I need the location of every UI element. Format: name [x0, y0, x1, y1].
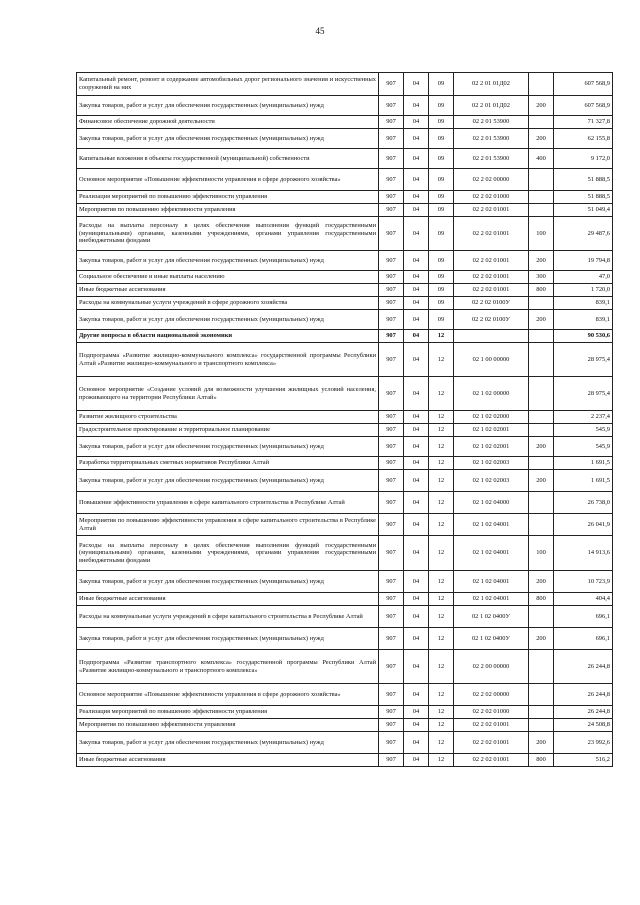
row-expense-type-cell [529, 684, 554, 706]
row-subsection-cell: 09 [429, 284, 454, 297]
row-target-code-cell: 02 2 01 53900 [454, 116, 529, 129]
table-row [77, 297, 613, 310]
row-target-code-cell: 02 1 02 04001 [454, 571, 529, 593]
row-expense-type-cell [529, 650, 554, 684]
row-target-code-cell: 02 2 02 01001 [454, 732, 529, 754]
row-amount-cell: 51 049,4 [554, 204, 613, 217]
row-subsection-cell: 12 [429, 424, 454, 437]
row-target-code-cell: 02 1 02 04000 [454, 492, 529, 514]
row-name-cell: Подпрограмма «Развитие жилищно-коммунального комплекса» государственной программы Республики Алтай «Развитие жилищно-коммунального и транспортного комплекса» [77, 343, 379, 377]
row-target-code-cell: 02 1 00 00000 [454, 343, 529, 377]
row-expense-type-cell: 200 [529, 129, 554, 149]
row-target-code-cell: 02 2 02 00000 [454, 169, 529, 191]
table-row [77, 191, 613, 204]
row-ved-cell: 907 [379, 719, 404, 732]
row-ved-cell: 907 [379, 149, 404, 169]
row-target-code-cell: 02 2 02 01000 [454, 706, 529, 719]
row-ved-cell: 907 [379, 593, 404, 606]
row-expense-type-cell: 300 [529, 271, 554, 284]
row-subsection-cell: 12 [429, 536, 454, 571]
budget-table-body [77, 73, 613, 767]
row-ved-cell: 907 [379, 732, 404, 754]
row-ved-cell: 907 [379, 514, 404, 536]
row-name-cell: Расходы на коммунальные услуги учреждений в сфере дорожного хозяйства [77, 297, 379, 310]
row-target-code-cell: 02 2 01 53900 [454, 129, 529, 149]
row-name-cell: Основное мероприятие «Создание условий для возможности улучшения жилищных условий населения, проживающего на территории Республики Алтай» [77, 377, 379, 411]
row-name-cell: Расходы на выплаты персоналу в целях обеспечения выполнения функций государственными (муниципальными) органами, казенными учреждениями, органами управления государственными внебюджетными фондами [77, 217, 379, 251]
table-row [77, 684, 613, 706]
row-subsection-cell: 12 [429, 330, 454, 343]
row-expense-type-cell [529, 457, 554, 470]
row-name-cell: Развитие жилищного строительства [77, 411, 379, 424]
row-subsection-cell: 12 [429, 514, 454, 536]
row-subsection-cell: 12 [429, 411, 454, 424]
row-target-code-cell: 02 1 02 02000 [454, 411, 529, 424]
row-target-code-cell: 02 2 02 01001 [454, 284, 529, 297]
row-target-code-cell: 02 1 02 02003 [454, 457, 529, 470]
row-ved-cell: 907 [379, 650, 404, 684]
row-subsection-cell: 09 [429, 73, 454, 96]
row-subsection-cell: 12 [429, 377, 454, 411]
row-expense-type-cell [529, 377, 554, 411]
row-expense-type-cell: 200 [529, 470, 554, 492]
row-amount-cell: 26 041,9 [554, 514, 613, 536]
row-target-code-cell: 02 1 02 00000 [454, 377, 529, 411]
row-expense-type-cell [529, 297, 554, 310]
row-subsection-cell: 09 [429, 310, 454, 330]
table-row [77, 377, 613, 411]
row-name-cell: Градостроительное проектирование и территориальное планирование [77, 424, 379, 437]
row-expense-type-cell: 200 [529, 310, 554, 330]
row-expense-type-cell [529, 330, 554, 343]
row-amount-cell: 696,1 [554, 606, 613, 628]
row-name-cell: Расходы на выплаты персоналу в целях обеспечения выполнения функций государственными (муниципальными) органами, казенными учреждениями, органами управления государственными внебюджетными фондами [77, 536, 379, 571]
row-ved-cell: 907 [379, 191, 404, 204]
table-row [77, 732, 613, 754]
row-ved-cell: 907 [379, 271, 404, 284]
row-amount-cell: 9 172,0 [554, 149, 613, 169]
row-section-cell: 04 [404, 437, 429, 457]
row-name-cell: Закупка товаров, работ и услуг для обеспечения государственных (муниципальных) нужд [77, 129, 379, 149]
row-amount-cell: 10 723,9 [554, 571, 613, 593]
row-expense-type-cell [529, 606, 554, 628]
row-ved-cell: 907 [379, 169, 404, 191]
row-name-cell: Подпрограмма «Развитие транспортного комплекса» государственной программы Республики Алтай «Развитие жилищно-коммунального и транспортного комплекса» [77, 650, 379, 684]
row-section-cell: 04 [404, 650, 429, 684]
row-expense-type-cell: 200 [529, 251, 554, 271]
table-row [77, 457, 613, 470]
row-target-code-cell: 02 1 02 0400У [454, 628, 529, 650]
row-ved-cell: 907 [379, 96, 404, 116]
row-section-cell: 04 [404, 377, 429, 411]
row-ved-cell: 907 [379, 217, 404, 251]
row-subsection-cell: 12 [429, 754, 454, 767]
row-subsection-cell: 09 [429, 129, 454, 149]
row-section-cell: 04 [404, 330, 429, 343]
row-amount-cell: 26 244,8 [554, 684, 613, 706]
row-amount-cell: 62 155,8 [554, 129, 613, 149]
row-ved-cell: 907 [379, 571, 404, 593]
row-section-cell: 04 [404, 284, 429, 297]
row-amount-cell: 47,0 [554, 271, 613, 284]
row-target-code-cell: 02 2 02 0100У [454, 297, 529, 310]
row-section-cell: 04 [404, 606, 429, 628]
table-row [77, 116, 613, 129]
row-subsection-cell: 09 [429, 96, 454, 116]
row-name-cell: Закупка товаров, работ и услуг для обеспечения государственных (муниципальных) нужд [77, 96, 379, 116]
row-section-cell: 04 [404, 217, 429, 251]
table-row [77, 204, 613, 217]
row-amount-cell: 90 530,6 [554, 330, 613, 343]
row-section-cell: 04 [404, 96, 429, 116]
row-section-cell: 04 [404, 754, 429, 767]
row-target-code-cell: 02 2 01 53900 [454, 149, 529, 169]
row-amount-cell: 29 487,6 [554, 217, 613, 251]
row-name-cell: Реализация мероприятий по повышению эффективности управления [77, 191, 379, 204]
row-section-cell: 04 [404, 593, 429, 606]
row-expense-type-cell [529, 204, 554, 217]
row-section-cell: 04 [404, 514, 429, 536]
row-subsection-cell: 12 [429, 650, 454, 684]
row-subsection-cell: 09 [429, 116, 454, 129]
row-target-code-cell: 02 1 02 02003 [454, 470, 529, 492]
row-ved-cell: 907 [379, 424, 404, 437]
row-expense-type-cell [529, 73, 554, 96]
row-section-cell: 04 [404, 470, 429, 492]
table-row [77, 96, 613, 116]
row-ved-cell: 907 [379, 297, 404, 310]
table-row [77, 492, 613, 514]
row-amount-cell: 1 691,5 [554, 470, 613, 492]
table-row [77, 571, 613, 593]
row-ved-cell: 907 [379, 204, 404, 217]
table-row [77, 754, 613, 767]
row-section-cell: 04 [404, 191, 429, 204]
table-row [77, 437, 613, 457]
table-row [77, 593, 613, 606]
row-expense-type-cell: 800 [529, 284, 554, 297]
table-row [77, 251, 613, 271]
row-name-cell: Повышение эффективности управления в сфере капитального строительства в Республике Алтай [77, 492, 379, 514]
row-subsection-cell: 09 [429, 271, 454, 284]
row-expense-type-cell: 200 [529, 571, 554, 593]
row-subsection-cell: 12 [429, 457, 454, 470]
row-expense-type-cell: 800 [529, 593, 554, 606]
row-target-code-cell: 02 1 02 04001 [454, 536, 529, 571]
row-section-cell: 04 [404, 492, 429, 514]
row-amount-cell: 1 720,0 [554, 284, 613, 297]
row-target-code-cell: 02 2 01 01Д02 [454, 96, 529, 116]
row-amount-cell: 404,4 [554, 593, 613, 606]
row-expense-type-cell: 800 [529, 754, 554, 767]
row-name-cell: Финансовое обеспечение дорожной деятельности [77, 116, 379, 129]
row-expense-type-cell [529, 706, 554, 719]
row-expense-type-cell [529, 411, 554, 424]
row-expense-type-cell [529, 169, 554, 191]
row-ved-cell: 907 [379, 310, 404, 330]
row-amount-cell: 19 794,8 [554, 251, 613, 271]
table-row [77, 514, 613, 536]
row-ved-cell: 907 [379, 411, 404, 424]
row-expense-type-cell [529, 191, 554, 204]
table-row [77, 284, 613, 297]
row-name-cell: Закупка товаров, работ и услуг для обеспечения государственных (муниципальных) нужд [77, 437, 379, 457]
row-name-cell: Иные бюджетные ассигнования [77, 593, 379, 606]
row-section-cell: 04 [404, 343, 429, 377]
row-ved-cell: 907 [379, 343, 404, 377]
row-section-cell: 04 [404, 204, 429, 217]
budget-table [76, 72, 613, 767]
row-name-cell: Закупка товаров, работ и услуг для обеспечения государственных (муниципальных) нужд [77, 571, 379, 593]
row-section-cell: 04 [404, 457, 429, 470]
row-section-cell: 04 [404, 628, 429, 650]
row-amount-cell: 26 244,8 [554, 650, 613, 684]
row-ved-cell: 907 [379, 129, 404, 149]
row-section-cell: 04 [404, 297, 429, 310]
row-amount-cell: 28 975,4 [554, 377, 613, 411]
row-amount-cell: 839,1 [554, 297, 613, 310]
table-row [77, 169, 613, 191]
row-subsection-cell: 09 [429, 251, 454, 271]
row-expense-type-cell [529, 343, 554, 377]
table-row [77, 73, 613, 96]
row-name-cell: Другие вопросы в области национальной экономики [77, 330, 379, 343]
row-target-code-cell: 02 2 02 01000 [454, 191, 529, 204]
row-ved-cell: 907 [379, 73, 404, 96]
row-amount-cell: 516,2 [554, 754, 613, 767]
row-expense-type-cell: 100 [529, 536, 554, 571]
row-ved-cell: 907 [379, 706, 404, 719]
row-amount-cell: 26 244,8 [554, 706, 613, 719]
row-ved-cell: 907 [379, 251, 404, 271]
row-subsection-cell: 12 [429, 606, 454, 628]
row-amount-cell: 839,1 [554, 310, 613, 330]
row-section-cell: 04 [404, 536, 429, 571]
row-name-cell: Иные бюджетные ассигнования [77, 754, 379, 767]
row-target-code-cell: 02 2 02 01001 [454, 204, 529, 217]
row-amount-cell: 51 888,5 [554, 191, 613, 204]
row-name-cell: Основное мероприятие «Повышение эффективности управления в сфере дорожного хозяйства» [77, 169, 379, 191]
row-target-code-cell: 02 2 02 01001 [454, 271, 529, 284]
row-name-cell: Капитальный ремонт, ремонт и содержание автомобильных дорог регионального значения и искусственных сооружений на них [77, 73, 379, 96]
row-subsection-cell: 12 [429, 628, 454, 650]
row-name-cell: Закупка товаров, работ и услуг для обеспечения государственных (муниципальных) нужд [77, 470, 379, 492]
table-row [77, 149, 613, 169]
row-expense-type-cell [529, 492, 554, 514]
row-ved-cell: 907 [379, 684, 404, 706]
row-target-code-cell: 02 2 02 01001 [454, 251, 529, 271]
row-amount-cell: 545,9 [554, 437, 613, 457]
row-amount-cell: 607 568,9 [554, 96, 613, 116]
row-name-cell: Мероприятия по повышению эффективности управления [77, 204, 379, 217]
row-ved-cell: 907 [379, 330, 404, 343]
row-amount-cell: 1 691,5 [554, 457, 613, 470]
row-name-cell: Закупка товаров, работ и услуг для обеспечения государственных (муниципальных) нужд [77, 628, 379, 650]
row-subsection-cell: 09 [429, 191, 454, 204]
table-row [77, 470, 613, 492]
row-target-code-cell: 02 2 02 01001 [454, 217, 529, 251]
table-row [77, 706, 613, 719]
row-subsection-cell: 12 [429, 593, 454, 606]
row-expense-type-cell: 400 [529, 149, 554, 169]
row-section-cell: 04 [404, 310, 429, 330]
row-ved-cell: 907 [379, 492, 404, 514]
row-expense-type-cell: 200 [529, 437, 554, 457]
row-section-cell: 04 [404, 271, 429, 284]
row-name-cell: Капитальные вложения в объекты государственной (муниципальной) собственности [77, 149, 379, 169]
row-expense-type-cell [529, 424, 554, 437]
row-section-cell: 04 [404, 706, 429, 719]
row-expense-type-cell: 200 [529, 732, 554, 754]
row-name-cell: Закупка товаров, работ и услуг для обеспечения государственных (муниципальных) нужд [77, 310, 379, 330]
row-expense-type-cell [529, 719, 554, 732]
row-subsection-cell: 09 [429, 217, 454, 251]
row-ved-cell: 907 [379, 754, 404, 767]
row-amount-cell: 28 975,4 [554, 343, 613, 377]
row-name-cell: Иные бюджетные ассигнования [77, 284, 379, 297]
row-expense-type-cell: 200 [529, 628, 554, 650]
table-row [77, 411, 613, 424]
row-ved-cell: 907 [379, 377, 404, 411]
row-name-cell: Основное мероприятие «Повышение эффективности управления в сфере дорожного хозяйства» [77, 684, 379, 706]
row-target-code-cell: 02 1 02 0400У [454, 606, 529, 628]
row-target-code-cell: 02 1 02 04001 [454, 593, 529, 606]
table-row [77, 343, 613, 377]
row-section-cell: 04 [404, 732, 429, 754]
row-amount-cell: 51 888,5 [554, 169, 613, 191]
row-section-cell: 04 [404, 169, 429, 191]
row-amount-cell: 26 738,0 [554, 492, 613, 514]
row-section-cell: 04 [404, 116, 429, 129]
row-subsection-cell: 09 [429, 204, 454, 217]
row-target-code-cell: 02 1 02 02001 [454, 437, 529, 457]
table-row [77, 536, 613, 571]
row-section-cell: 04 [404, 251, 429, 271]
row-section-cell: 04 [404, 411, 429, 424]
row-section-cell: 04 [404, 719, 429, 732]
row-subsection-cell: 09 [429, 149, 454, 169]
table-row [77, 650, 613, 684]
row-expense-type-cell [529, 514, 554, 536]
row-amount-cell: 71 327,8 [554, 116, 613, 129]
row-amount-cell: 545,9 [554, 424, 613, 437]
row-name-cell: Мероприятия по повышению эффективности управления в сфере капитального строительства в Республике Алтай [77, 514, 379, 536]
row-subsection-cell: 12 [429, 571, 454, 593]
row-amount-cell: 696,1 [554, 628, 613, 650]
row-expense-type-cell: 200 [529, 96, 554, 116]
row-ved-cell: 907 [379, 457, 404, 470]
row-ved-cell: 907 [379, 606, 404, 628]
table-row [77, 129, 613, 149]
row-ved-cell: 907 [379, 536, 404, 571]
row-subsection-cell: 12 [429, 719, 454, 732]
row-section-cell: 04 [404, 571, 429, 593]
row-target-code-cell: 02 2 02 00000 [454, 684, 529, 706]
row-section-cell: 04 [404, 73, 429, 96]
page-number: 45 [315, 26, 325, 36]
row-target-code-cell: 02 2 00 00000 [454, 650, 529, 684]
row-subsection-cell: 12 [429, 492, 454, 514]
row-name-cell: Расходы на коммунальные услуги учреждений в сфере капитального строительства в Республике Алтай [77, 606, 379, 628]
row-target-code-cell [454, 330, 529, 343]
row-name-cell: Закупка товаров, работ и услуг для обеспечения государственных (муниципальных) нужд [77, 732, 379, 754]
row-subsection-cell: 12 [429, 343, 454, 377]
row-ved-cell: 907 [379, 628, 404, 650]
table-row [77, 271, 613, 284]
row-name-cell: Реализация мероприятий по повышению эффективности управления [77, 706, 379, 719]
row-amount-cell: 14 913,6 [554, 536, 613, 571]
row-target-code-cell: 02 2 01 01Д02 [454, 73, 529, 96]
row-section-cell: 04 [404, 149, 429, 169]
row-subsection-cell: 09 [429, 297, 454, 310]
row-target-code-cell: 02 2 02 01001 [454, 754, 529, 767]
row-amount-cell: 2 237,4 [554, 411, 613, 424]
row-subsection-cell: 09 [429, 169, 454, 191]
row-target-code-cell: 02 1 02 04001 [454, 514, 529, 536]
row-ved-cell: 907 [379, 470, 404, 492]
table-row [77, 606, 613, 628]
row-amount-cell: 24 508,8 [554, 719, 613, 732]
row-subsection-cell: 12 [429, 470, 454, 492]
row-expense-type-cell: 100 [529, 217, 554, 251]
row-ved-cell: 907 [379, 116, 404, 129]
row-subsection-cell: 12 [429, 706, 454, 719]
row-section-cell: 04 [404, 129, 429, 149]
row-target-code-cell: 02 2 02 01001 [454, 719, 529, 732]
row-name-cell: Мероприятия по повышению эффективности управления [77, 719, 379, 732]
row-name-cell: Разработка территориальных сметных нормативов Республики Алтай [77, 457, 379, 470]
row-amount-cell: 607 568,9 [554, 73, 613, 96]
row-section-cell: 04 [404, 684, 429, 706]
row-subsection-cell: 12 [429, 437, 454, 457]
table-row [77, 628, 613, 650]
row-section-cell: 04 [404, 424, 429, 437]
row-amount-cell: 23 992,6 [554, 732, 613, 754]
row-name-cell: Закупка товаров, работ и услуг для обеспечения государственных (муниципальных) нужд [77, 251, 379, 271]
table-row [77, 719, 613, 732]
row-expense-type-cell [529, 116, 554, 129]
row-ved-cell: 907 [379, 437, 404, 457]
table-row [77, 330, 613, 343]
row-ved-cell: 907 [379, 284, 404, 297]
table-row [77, 310, 613, 330]
row-subsection-cell: 12 [429, 732, 454, 754]
row-name-cell: Социальное обеспечение и иные выплаты населению [77, 271, 379, 284]
row-target-code-cell: 02 2 02 0100У [454, 310, 529, 330]
table-row [77, 217, 613, 251]
row-subsection-cell: 12 [429, 684, 454, 706]
table-row [77, 424, 613, 437]
row-target-code-cell: 02 1 02 02001 [454, 424, 529, 437]
